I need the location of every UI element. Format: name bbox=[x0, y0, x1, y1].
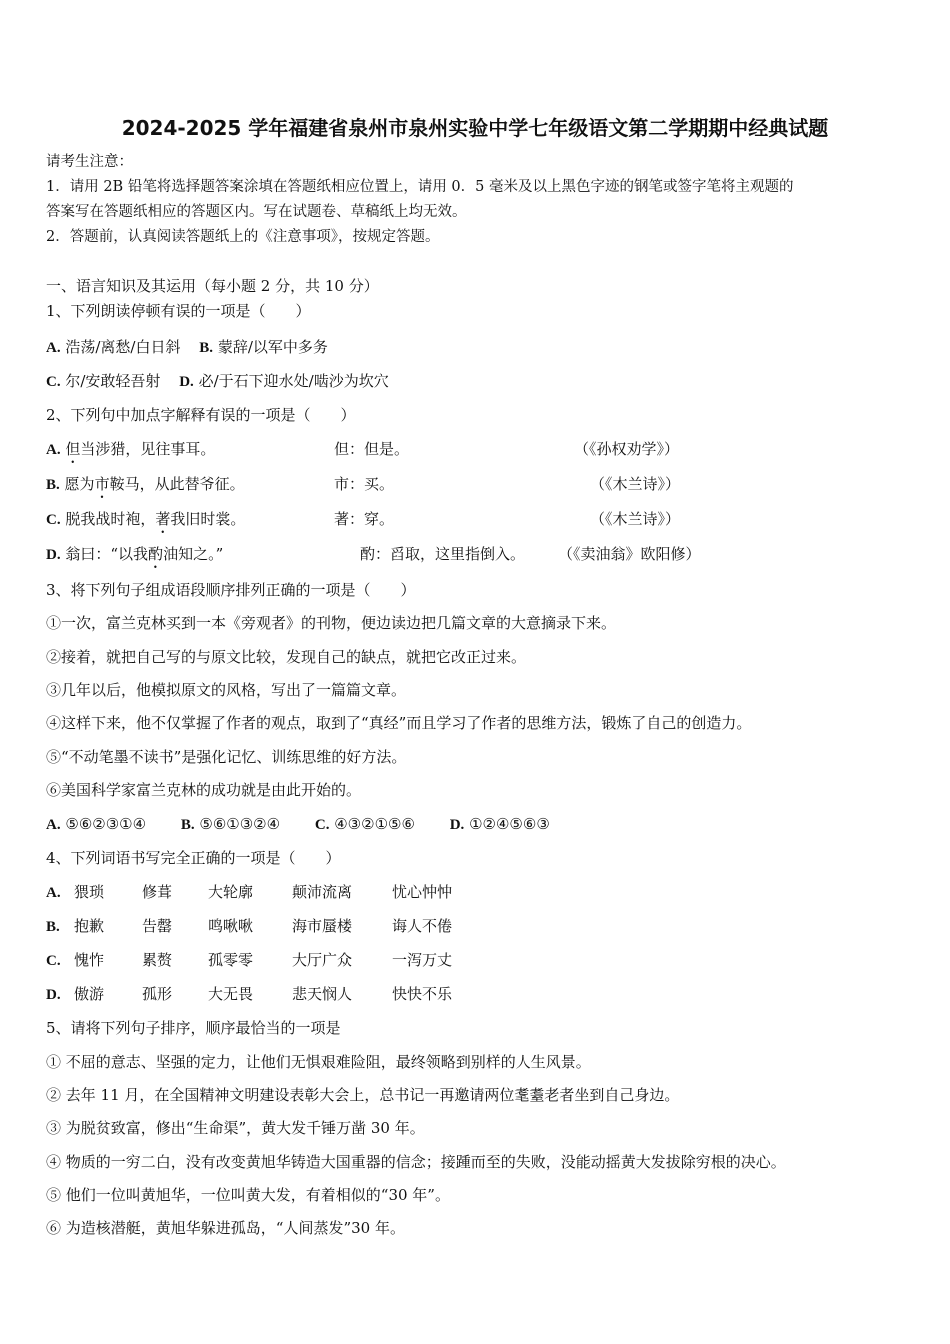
q4-d-word-1: 傲游 bbox=[74, 985, 105, 1003]
q4-a-word-1: 猥琐 bbox=[74, 883, 105, 901]
q4-c-label-text: C. bbox=[46, 953, 61, 969]
q4-c-word-5: 一泻万丈 bbox=[392, 951, 453, 969]
q1-options-cd bbox=[46, 371, 389, 392]
q3-sentence-3: ③几年以后，他模拟原文的风格，写出了一篇篇文章。 bbox=[46, 681, 407, 699]
notice-item-2: 2．答题前，认真阅读答题纸上的《注意事项》，按规定答题。 bbox=[46, 229, 440, 245]
q5-sentence-3: ③ 为脱贫致富，修出“生命渠”，黄大发千锤万凿 30 年。 bbox=[46, 1119, 425, 1137]
q3-options bbox=[46, 814, 550, 835]
q1-b-label: B. bbox=[199, 340, 214, 356]
q3-d-text: ①②④⑤⑥③ bbox=[469, 815, 550, 833]
section-heading: 一、语言知识及其运用（每小题 2 分，共 10 分） bbox=[46, 277, 379, 295]
q4-a-label bbox=[46, 882, 61, 903]
q2-d-pre: 翁曰：“以我 bbox=[65, 545, 149, 563]
q4-b-word-3: 鸣啾啾 bbox=[208, 917, 254, 935]
q2-c-label: C. bbox=[46, 512, 61, 528]
q1-d-label: D. bbox=[179, 374, 194, 390]
q2-b-source: （《木兰诗》） bbox=[590, 475, 681, 493]
q5-sentence-4: ④ 物质的一穷二白，没有改变黄旭华铸造大国重器的信念；接踵而至的失败，没能动摇黄大发拔除穷根的决心。 bbox=[46, 1153, 786, 1171]
notice-item-1b: 答案写在答题纸相应的答题区内。写在试题卷、草稿纸上均无效。 bbox=[46, 204, 467, 220]
q1-a-label: A. bbox=[46, 340, 61, 356]
q1-c-label: C. bbox=[46, 374, 61, 390]
q4-d-word-5: 快快不乐 bbox=[392, 985, 453, 1003]
q4-d-word-4: 悲天悯人 bbox=[292, 985, 353, 1003]
q2-row-a bbox=[46, 439, 215, 467]
notice-heading: 请考生注意： bbox=[46, 154, 133, 170]
q3-d-label: D. bbox=[449, 817, 465, 833]
q4-c-label bbox=[46, 950, 61, 971]
q2-b-pre: 愿为 bbox=[64, 475, 95, 493]
q3-a-text: ⑤⑥②③①④ bbox=[65, 815, 147, 833]
q4-b-word-5: 诲人不倦 bbox=[392, 917, 453, 935]
q2-b-label: B. bbox=[46, 477, 60, 493]
q2-d-label: D. bbox=[46, 547, 61, 563]
q5-stem: 5、请将下列句子排序，顺序最恰当的一项是 bbox=[46, 1019, 341, 1037]
q2-a-source: （《孙权劝学》） bbox=[574, 440, 680, 458]
q3-a-label: A. bbox=[46, 817, 61, 833]
q2-b-dotted-char: 市 bbox=[94, 475, 110, 493]
q2-d-post: 油知之。” bbox=[163, 545, 224, 563]
q2-c-gloss: 著：穿。 bbox=[334, 510, 395, 528]
q2-row-b bbox=[46, 474, 245, 502]
q4-b-label bbox=[46, 916, 60, 937]
q4-a-word-3: 大轮廓 bbox=[208, 883, 254, 901]
q3-sentence-2: ②接着，就把自己写的与原文比较，发现自己的缺点，就把它改正过来。 bbox=[46, 648, 527, 666]
q4-a-label-text: A. bbox=[46, 885, 61, 901]
q1-d-text: 必/于石下迎水处/啮沙为坎穴 bbox=[198, 372, 389, 390]
q4-a-word-2: 修葺 bbox=[142, 883, 173, 901]
q4-c-word-3: 孤零零 bbox=[208, 951, 254, 969]
q2-c-source: （《木兰诗》） bbox=[590, 510, 681, 528]
q2-d-gloss: 酌：舀取，这里指倒入。 bbox=[360, 545, 526, 563]
q2-stem: 2、下列句中加点字解释有误的一项是（ ） bbox=[46, 406, 356, 424]
q2-a-post: 当涉猎，见往事耳。 bbox=[80, 440, 216, 458]
q5-sentence-2: ② 去年 11 月，在全国精神文明建设表彰大会上，总书记一再邀请两位耄耋老者坐到自己身边。 bbox=[46, 1086, 680, 1104]
q2-c-dotted-char: 著 bbox=[155, 510, 171, 528]
q4-c-word-2: 累赘 bbox=[142, 951, 173, 969]
q3-b-label: B. bbox=[180, 817, 195, 833]
q2-d-dotted-char: 酌 bbox=[148, 545, 164, 563]
q5-sentence-6: ⑥ 为造核潜艇，黄旭华躲进孤岛，“人间蒸发”30 年。 bbox=[46, 1219, 405, 1237]
q4-a-word-5: 忧心忡忡 bbox=[392, 883, 453, 901]
q2-a-gloss: 但：但是。 bbox=[334, 440, 410, 458]
q4-stem: 4、下列词语书写完全正确的一项是（ ） bbox=[46, 849, 341, 867]
q2-c-pre: 脱我战时袍， bbox=[65, 510, 156, 528]
q4-d-label bbox=[46, 984, 61, 1005]
q1-options-ab bbox=[46, 337, 328, 358]
q3-stem: 3、将下列句子组成语段顺序排列正确的一项是（ ） bbox=[46, 581, 416, 599]
q3-sentence-4: ④这样下来，他不仅掌握了作者的观点，取到了“真经”而且学习了作者的思维方法，锻炼了自己的创造力。 bbox=[46, 714, 752, 732]
q1-stem: 1、下列朗读停顿有误的一项是（ ） bbox=[46, 302, 311, 320]
q4-b-word-2: 告罄 bbox=[142, 917, 173, 935]
q3-sentence-5: ⑤“不动笔墨不读书”是强化记忆、训练思维的好方法。 bbox=[46, 748, 407, 766]
q4-b-word-4: 海市蜃楼 bbox=[292, 917, 353, 935]
q3-sentence-6: ⑥美国科学家富兰克林的成功就是由此开始的。 bbox=[46, 781, 362, 799]
q3-c-label: C. bbox=[314, 817, 330, 833]
q3-b-text: ⑤⑥①③②④ bbox=[199, 815, 281, 833]
q4-d-word-3: 大无畏 bbox=[208, 985, 254, 1003]
page-title: 2024-2025 学年福建省泉州市泉州实验中学七年级语文第二学期期中经典试题 bbox=[121, 116, 829, 140]
q5-sentence-1: ① 不屈的意志、坚强的定力，让他们无惧艰难险阻，最终领略到别样的人生风景。 bbox=[46, 1053, 591, 1071]
q1-b-text: 蒙辞/以军中多务 bbox=[217, 338, 328, 356]
q3-c-text: ④③②①⑤⑥ bbox=[334, 815, 415, 833]
q4-d-word-2: 孤形 bbox=[142, 985, 173, 1003]
q5-sentence-5: ⑤ 他们一位叫黄旭华，一位叫黄大发，有着相似的“30 年”。 bbox=[46, 1186, 450, 1204]
q4-b-word-1: 抱歉 bbox=[74, 917, 105, 935]
q2-a-label: A. bbox=[46, 442, 61, 458]
q2-d-source: （《卖油翁》欧阳修） bbox=[558, 545, 701, 563]
q2-b-gloss: 市：买。 bbox=[334, 475, 395, 493]
q1-a-text: 浩荡/离愁/白日斜 bbox=[65, 338, 181, 356]
q2-b-post: 鞍马，从此替爷征。 bbox=[109, 475, 245, 493]
q2-c-post: 我旧时裳。 bbox=[170, 510, 246, 528]
q2-a-dotted-char: 但 bbox=[65, 440, 81, 458]
notice-item-1a: 1．请用 2B 铅笔将选择题答案涂填在答题纸相应位置上，请用 0．5 毫米及以上黑色字迹的钢笔或签字笔将主观题的 bbox=[46, 179, 794, 195]
q4-d-label-text: D. bbox=[46, 987, 61, 1003]
q4-b-label-text: B. bbox=[46, 919, 60, 935]
q4-c-word-1: 愧怍 bbox=[74, 951, 105, 969]
q2-row-d bbox=[46, 544, 223, 572]
q2-row-c bbox=[46, 509, 245, 537]
q4-a-word-4: 颠沛流离 bbox=[292, 883, 353, 901]
q3-sentence-1: ①一次，富兰克林买到一本《旁观者》的刊物，便边读边把几篇文章的大意摘录下来。 bbox=[46, 614, 617, 632]
q1-c-text: 尔/安敢轻吾射 bbox=[65, 372, 161, 390]
q4-c-word-4: 大厅广众 bbox=[292, 951, 353, 969]
